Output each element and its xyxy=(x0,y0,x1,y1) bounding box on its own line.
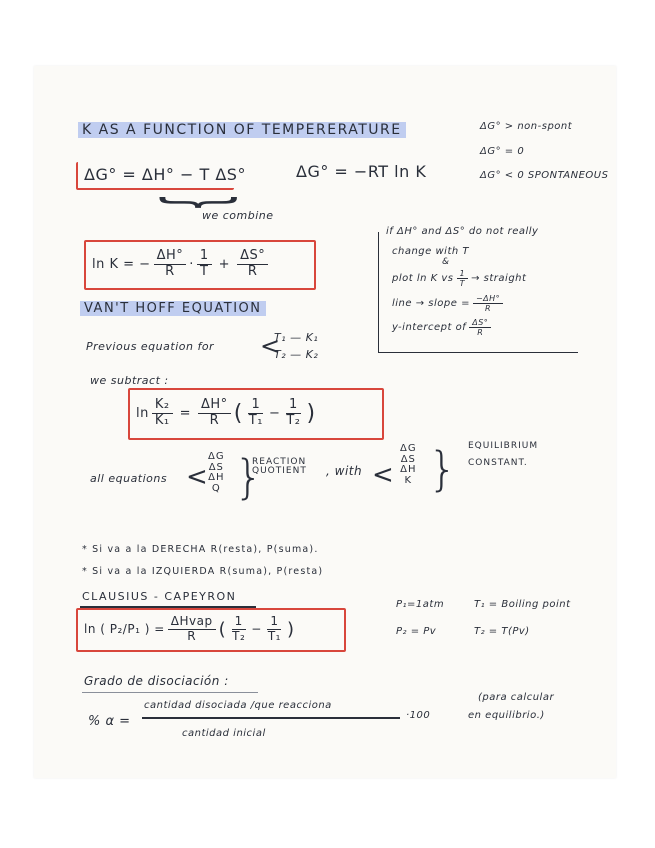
lnk-frac-2: $\frac{1}{T}$ xyxy=(197,249,212,280)
side-note-line-1: if ΔH° and ΔS° do not really xyxy=(386,226,539,237)
side-note-border-bottom xyxy=(378,352,578,353)
grado-heading: Grado de disociación : xyxy=(84,674,229,688)
lnk-equation: ln K = − $\frac{\Delta H^\circ}{R}$ · $\frac{1}{T}$ + $\frac{\Delta S^\circ}{R}$ xyxy=(92,244,271,284)
lnk-lhs: ln K = − xyxy=(92,256,151,272)
alpha-label: % α = xyxy=(88,714,131,729)
combine-brace: { xyxy=(145,193,245,212)
cc-note-p2: P₂ = Pv xyxy=(396,626,437,637)
cc-note-p1: P₁=1atm xyxy=(396,599,445,610)
vant-hoff-heading: VAN'T HOFF EQUATION xyxy=(80,301,266,316)
note-izquierda: * Si va a la IZQUIERDA R(suma), P(resta) xyxy=(82,566,324,577)
lnk-frac-3: $\frac{\Delta S^\circ}{R}$ xyxy=(237,249,268,280)
cc-note-t1: T₁ = Boiling point xyxy=(474,599,571,610)
side-note-amp: & xyxy=(442,257,450,267)
grado-underline xyxy=(82,692,258,693)
side-note-line-2: change with T xyxy=(392,246,469,257)
side-note-border-left xyxy=(378,232,379,352)
alpha-multiplier: ·100 xyxy=(406,710,431,721)
with-label: , with xyxy=(326,464,363,478)
left-stack: ΔG ΔS ΔH Q xyxy=(208,451,225,494)
side-note-line-3: plot ln K vs $\frac{1}{T}$ → straight xyxy=(392,269,527,289)
t1-k1: T₁ — K₁ xyxy=(274,331,319,344)
alpha-fraction-line xyxy=(142,717,400,719)
spont-line-3: ΔG° < 0 SPONTANEOUS xyxy=(480,170,609,181)
alpha-denominator: cantidad inicial xyxy=(182,728,266,739)
side-note-line-4: line → slope = $\frac{-\Delta H^\circ}{R}$ xyxy=(392,294,506,313)
cc-note-t2: T₂ = T(Pv) xyxy=(474,626,530,637)
t2-k2: T₂ — K₂ xyxy=(274,348,319,361)
vant-hoff-equation: ln $\frac{\text{K₂}}{\text{K₁}}$ = $\frac{\Delta H^\circ}{R}$ ( $\frac{1}{\text{T₁}}$ − $\frac{1}{\text{T₂}}$ ) xyxy=(136,396,316,428)
gibbs-equation: ΔG° = ΔH° − T ΔS° xyxy=(84,165,246,184)
page-title xyxy=(78,122,406,138)
clausius-heading: CLAUSIUS - CAPEYRON xyxy=(82,590,237,603)
equilibrium-constant-label: EQUILIBRIUM CONSTANT. xyxy=(468,441,539,469)
right-arrow: < xyxy=(372,460,395,490)
reaction-quotient-label: REACTION QUOTIENT xyxy=(252,457,307,477)
para-calcular-2: en equilibrio.) xyxy=(468,710,545,721)
title-highlight: K AS A FUNCTION OF TEMPERERATURE xyxy=(78,122,406,138)
para-calcular-1: (para calcular xyxy=(478,692,555,703)
clausius-equation: ln ( P₂/P₁ ) = $\frac{\text{ΔHvap}}{R}$ ( $\frac{1}{\text{T₂}}$ − $\frac{1}{\text{T₁}}$ ) xyxy=(84,613,295,643)
note-derecha: * Si va a la DERECHA R(resta), P(suma). xyxy=(82,544,319,555)
left-arrow: < xyxy=(186,462,209,492)
left-close-brace: } xyxy=(234,450,264,504)
we-combine-label: we combine xyxy=(202,209,274,222)
alpha-numerator: cantidad disociada /que reacciona xyxy=(144,700,332,711)
spont-line-2: ΔG° = 0 xyxy=(480,146,525,157)
side-note-line-5: y-intercept of $\frac{\Delta S^\circ}{R}$ xyxy=(392,318,494,337)
right-close-brace: } xyxy=(428,442,458,496)
notebook-page xyxy=(34,66,616,778)
previous-equation-label: Previous equation for xyxy=(86,340,215,353)
we-subtract-label: we subtract : xyxy=(90,374,169,387)
lnk-frac-1: $\frac{\Delta H^\circ}{R}$ xyxy=(154,249,187,280)
spont-line-1: ΔG° > non-spont xyxy=(480,121,573,132)
all-equations-label: all equations xyxy=(90,472,168,485)
brace-angle: < xyxy=(260,332,281,360)
right-stack: ΔG ΔS ΔH K xyxy=(400,443,417,486)
gibbs-rt-equation: ΔG° = −RT ln K xyxy=(296,162,427,181)
